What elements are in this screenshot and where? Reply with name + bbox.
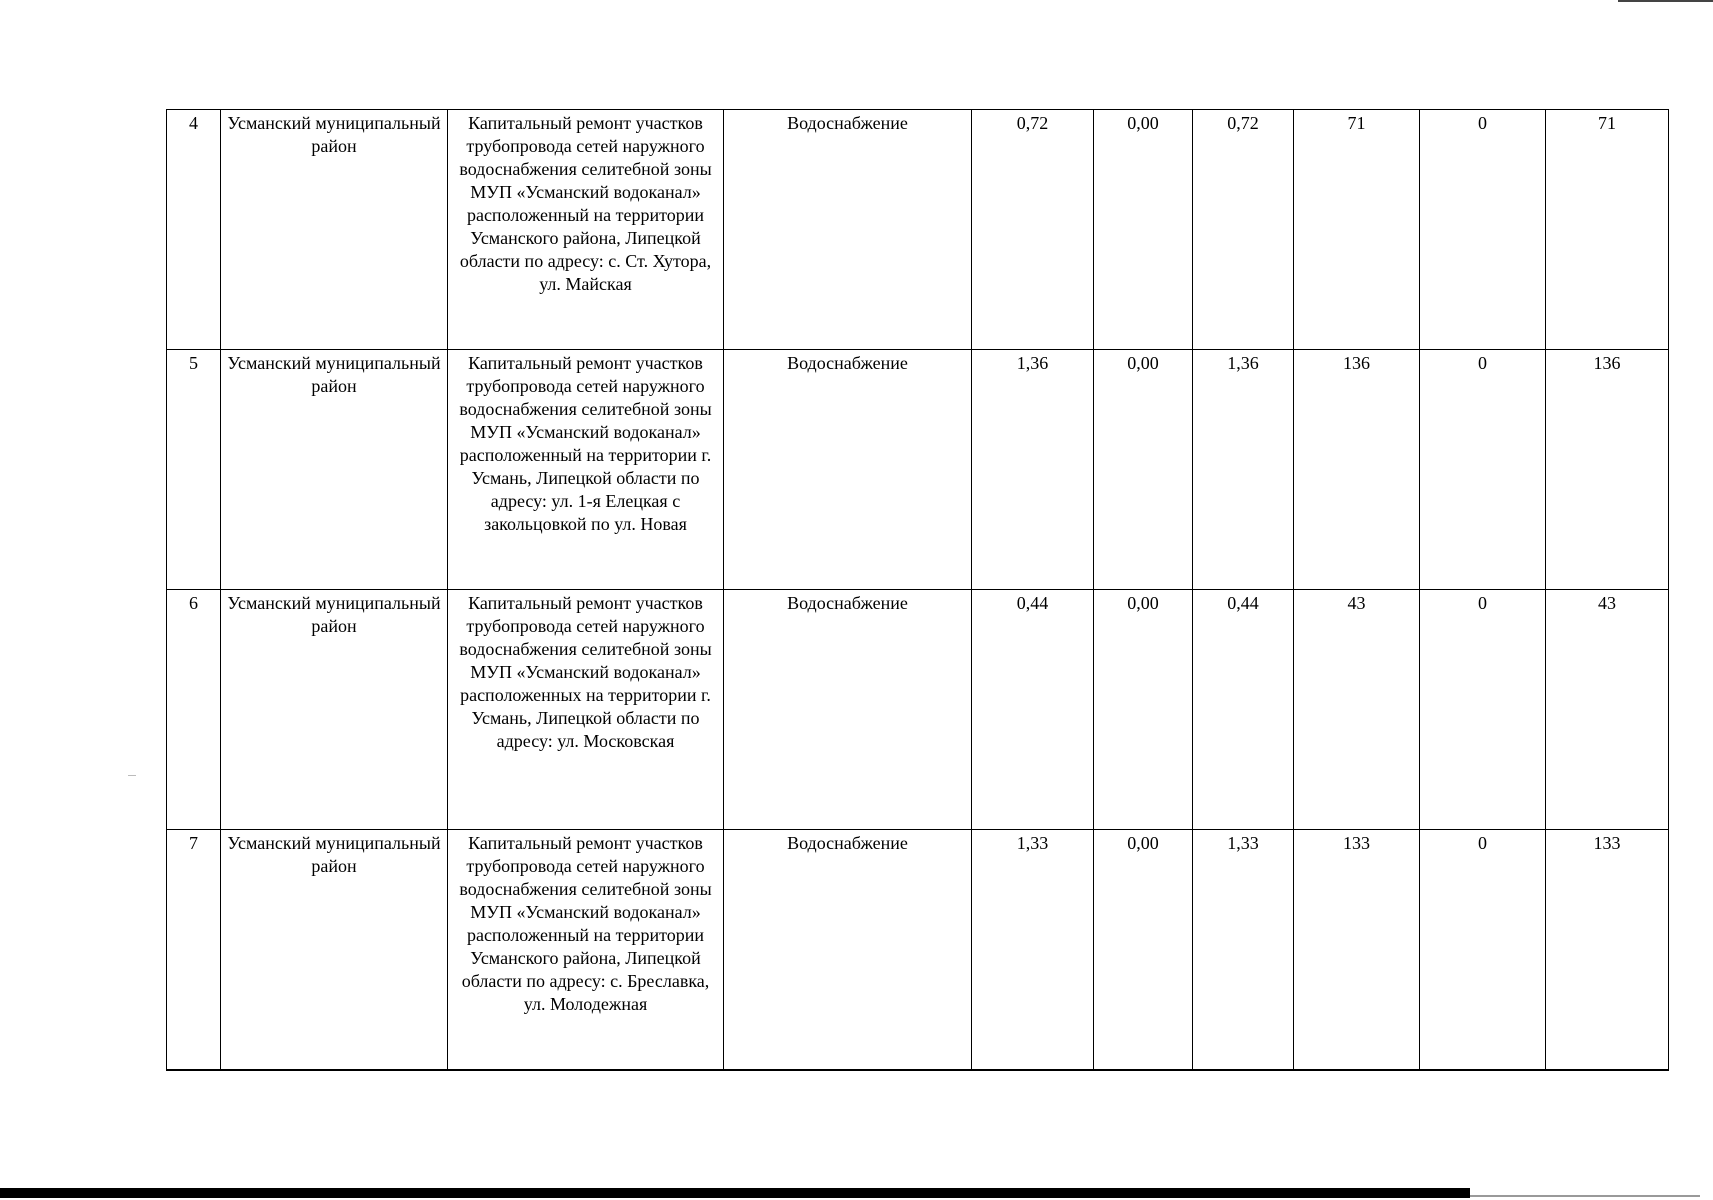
value-cell: 0,44: [972, 590, 1094, 830]
value-cell: 0,72: [1193, 110, 1294, 350]
value-cell: 136: [1294, 350, 1420, 590]
value-cell: 0,44: [1193, 590, 1294, 830]
district-cell: Усманский муниципальный район: [221, 110, 448, 350]
table-row: [167, 110, 1669, 350]
value-cell: 43: [1294, 590, 1420, 830]
district-cell: Усманский муниципальный район: [221, 350, 448, 590]
value-cell: 71: [1546, 110, 1669, 350]
type-cell: Водоснабжение: [724, 110, 972, 350]
type-cell: Водоснабжение: [724, 350, 972, 590]
value-cell: 0: [1420, 350, 1546, 590]
table-row: [167, 830, 1669, 1070]
table-row: [167, 590, 1669, 830]
table-row: [167, 350, 1669, 590]
type-cell: Водоснабжение: [724, 590, 972, 830]
scan-edge-bar-bottom: [0, 1188, 1470, 1198]
row-number-cell: 5: [167, 350, 221, 590]
row-number-cell: 4: [167, 110, 221, 350]
value-cell: 71: [1294, 110, 1420, 350]
value-cell: 133: [1294, 830, 1420, 1070]
value-cell: 0: [1420, 590, 1546, 830]
value-cell: 0,00: [1094, 830, 1193, 1070]
value-cell: 133: [1546, 830, 1669, 1070]
value-cell: 136: [1546, 350, 1669, 590]
scan-margin-mark: [128, 775, 136, 776]
scan-edge-line-bottom: [1470, 1195, 1700, 1197]
row-number-cell: 7: [167, 830, 221, 1070]
description-cell: Капитальный ремонт участков трубопровода сетей наружного водоснабжения селитебной зоны МУП «Усманский водоканал» расположенный на территории Усманского района, Липецкой области по адресу: с. Ст. Хутора, ул. Майская: [448, 110, 724, 350]
row-number-cell: 6: [167, 590, 221, 830]
value-cell: 0,00: [1094, 110, 1193, 350]
district-cell: Усманский муниципальный район: [221, 590, 448, 830]
district-cell: Усманский муниципальный район: [221, 830, 448, 1070]
scan-edge-line-top: [1618, 0, 1713, 2]
description-cell: Капитальный ремонт участков трубопровода сетей наружного водоснабжения селитебной зоны МУП «Усманский водоканал» расположенный на территории г. Усмань, Липецкой области по адресу: ул. 1-я Елецкая с закольцовкой по ул. Новая: [448, 350, 724, 590]
value-cell: 1,33: [972, 830, 1094, 1070]
value-cell: 1,33: [1193, 830, 1294, 1070]
value-cell: 0,72: [972, 110, 1094, 350]
value-cell: 0: [1420, 830, 1546, 1070]
repair-program-table: [166, 109, 1669, 1071]
value-cell: 1,36: [972, 350, 1094, 590]
value-cell: 0: [1420, 110, 1546, 350]
value-cell: 0,00: [1094, 590, 1193, 830]
type-cell: Водоснабжение: [724, 830, 972, 1070]
value-cell: 1,36: [1193, 350, 1294, 590]
value-cell: 43: [1546, 590, 1669, 830]
value-cell: 0,00: [1094, 350, 1193, 590]
description-cell: Капитальный ремонт участков трубопровода сетей наружного водоснабжения селитебной зоны МУП «Усманский водоканал» расположенных на территории г. Усмань, Липецкой области по адресу: ул. Московская: [448, 590, 724, 830]
description-cell: Капитальный ремонт участков трубопровода сетей наружного водоснабжения селитебной зоны МУП «Усманский водоканал» расположенный на территории Усманского района, Липецкой области по адресу: с. Бреславка, ул. Молодежная: [448, 830, 724, 1070]
